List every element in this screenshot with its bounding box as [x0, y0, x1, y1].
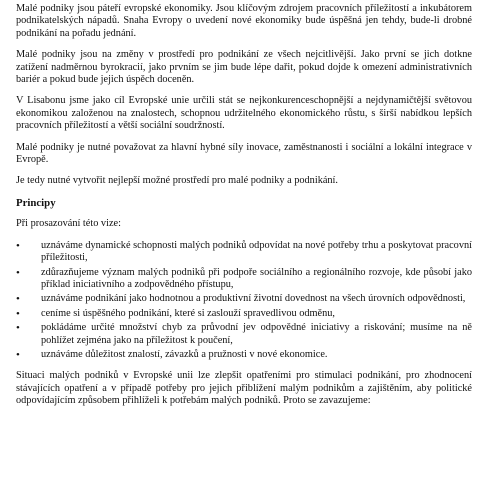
list-item	[16, 322, 472, 347]
bullet-icon: •	[16, 239, 20, 252]
list-item	[16, 293, 472, 305]
bullet-icon: •	[16, 293, 20, 306]
section-heading-principles: Principy	[16, 196, 56, 209]
bullet-icon: •	[16, 266, 20, 279]
list-item-text: uznáváme důležitost znalostí, závazků a pružnosti v nové ekonomice.	[41, 348, 328, 360]
bullet-icon: •	[16, 348, 20, 361]
principles-list	[16, 240, 472, 362]
list-item-text: ceníme si úspěšného podnikání, které si zaslouží spravedlivou odměnu,	[41, 307, 335, 319]
paragraph-small-business-backbone: Malé podniky jsou páteří evropské ekonomiky. Jsou klíčovým zdrojem pracovních příležitostí a inkubátorem podnikatelských nápadů. Snaha Evropy o uvedení nové ekonomiky bude úspěšná jen tehdy, bude-li drobné podnikání na pořadu jednání.	[16, 3, 472, 39]
list-item	[16, 240, 472, 265]
paragraph-lisbon-goal: V Lisabonu jsme jako cíl Evropské unie určili stát se nejkonkurenceschopnější a nejdynamičtější světovou ekonomikou založenou na znalostech, schopnou udržitelného ekonomického růstu, s širší nabídkou lepších pracovních příležitostí a větší sociální soudržností.	[16, 95, 472, 132]
list-item-text: uznáváme podnikání jako hodnotnou a produktivní životní dovednost na všech úrovních odpovědnosti,	[41, 293, 466, 305]
list-item-text: uznáváme dynamické schopnosti malých podniků odpovídat na nové potřeby trhu a poskytovat pracovní příležitosti,	[41, 239, 472, 264]
list-item-text: zdůrazňujeme význam malých podniků při podpoře sociálního a regionálního rozvoje, kde působí jako příklad iniciativního a zodpovědného přístupu,	[41, 266, 472, 290]
paragraph-sensitivity-to-change: Malé podniky jsou na změny v prostředí pro podnikání ze všech nejcitlivější. Jako první se jich dotkne zatížení nadměrnou byrokracií, jako prvním se jim bude lépe dařit, pokud dojde k omezení administrativních bariér a pokud bude jejich úspěch doceněn.	[16, 49, 472, 86]
principles-intro: Při prosazování této vize:	[16, 218, 121, 230]
bullet-icon: •	[16, 307, 20, 320]
list-item-text: pokládáme určité množství chyb za průvodní jev odpovědné iniciativy a riskování; musíme na ně pohlížet zejména jako na příležitost k poučení,	[41, 322, 472, 346]
list-item	[16, 267, 472, 292]
list-item	[16, 349, 472, 361]
paragraph-drivers-of-innovation: Malé podniky je nutné považovat za hlavní hybné síly inovace, zaměstnanosti i sociální a lokální integrace v Evropě.	[16, 141, 472, 166]
bullet-icon: •	[16, 322, 20, 335]
list-item	[16, 308, 472, 320]
paragraph-closing-commitment: Situaci malých podniků v Evropské unii lze zlepšit opatřeními pro stimulaci podnikání, pro zhodnocení stávajících opatření a v případě potřeby pro jejich přiblížení malým podnikům a zajištěním, aby politické odpovídajícím způsobem přihlíželi k potřebám malých podniků. Proto se zavazujeme:	[16, 370, 472, 407]
paragraph-best-environment: Je tedy nutné vytvořit nejlepší možné prostředí pro malé podniky a podnikání.	[16, 175, 338, 187]
